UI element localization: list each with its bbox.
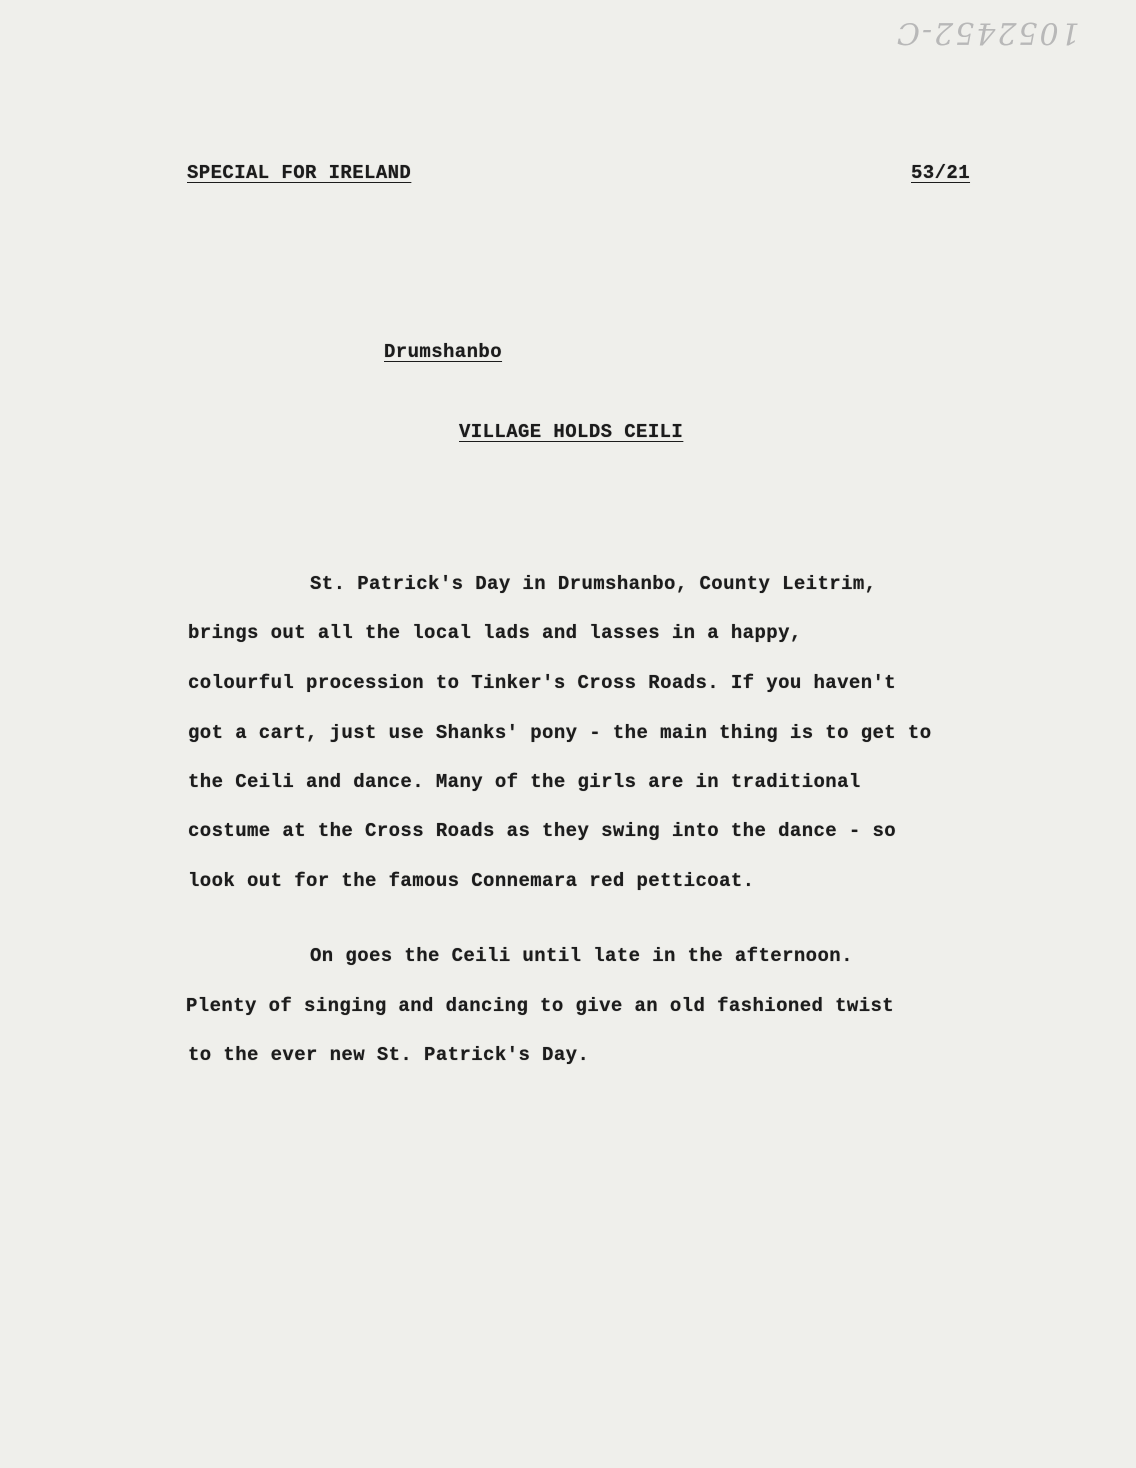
paragraph-line: St. Patrick's Day in Drumshanbo, County Leitrim, xyxy=(310,573,877,595)
paragraph-line: colourful procession to Tinker's Cross Roads. If you haven't xyxy=(188,672,897,694)
page-code: 53/21 xyxy=(911,162,971,184)
header-label: SPECIAL FOR IRELAND xyxy=(187,162,412,184)
archive-number: 1052452-C xyxy=(895,15,1080,50)
paragraph-line: On goes the Ceili until late in the afternoon. xyxy=(310,945,853,967)
paragraph-line: costume at the Cross Roads as they swing into the dance - so xyxy=(188,820,897,842)
headline: VILLAGE HOLDS CEILI xyxy=(459,421,684,443)
paragraph-line: look out for the famous Connemara red petticoat. xyxy=(188,870,755,892)
paragraph-line: got a cart, just use Shanks' pony - the main thing is to get to xyxy=(188,722,932,744)
paragraph-line: Plenty of singing and dancing to give an old fashioned twist xyxy=(186,995,895,1017)
place-heading: Drumshanbo xyxy=(384,341,503,363)
paragraph-line: brings out all the local lads and lasses in a happy, xyxy=(188,622,802,644)
paragraph-line: to the ever new St. Patrick's Day. xyxy=(188,1044,590,1066)
paragraph-line: the Ceili and dance. Many of the girls are in traditional xyxy=(188,771,861,793)
